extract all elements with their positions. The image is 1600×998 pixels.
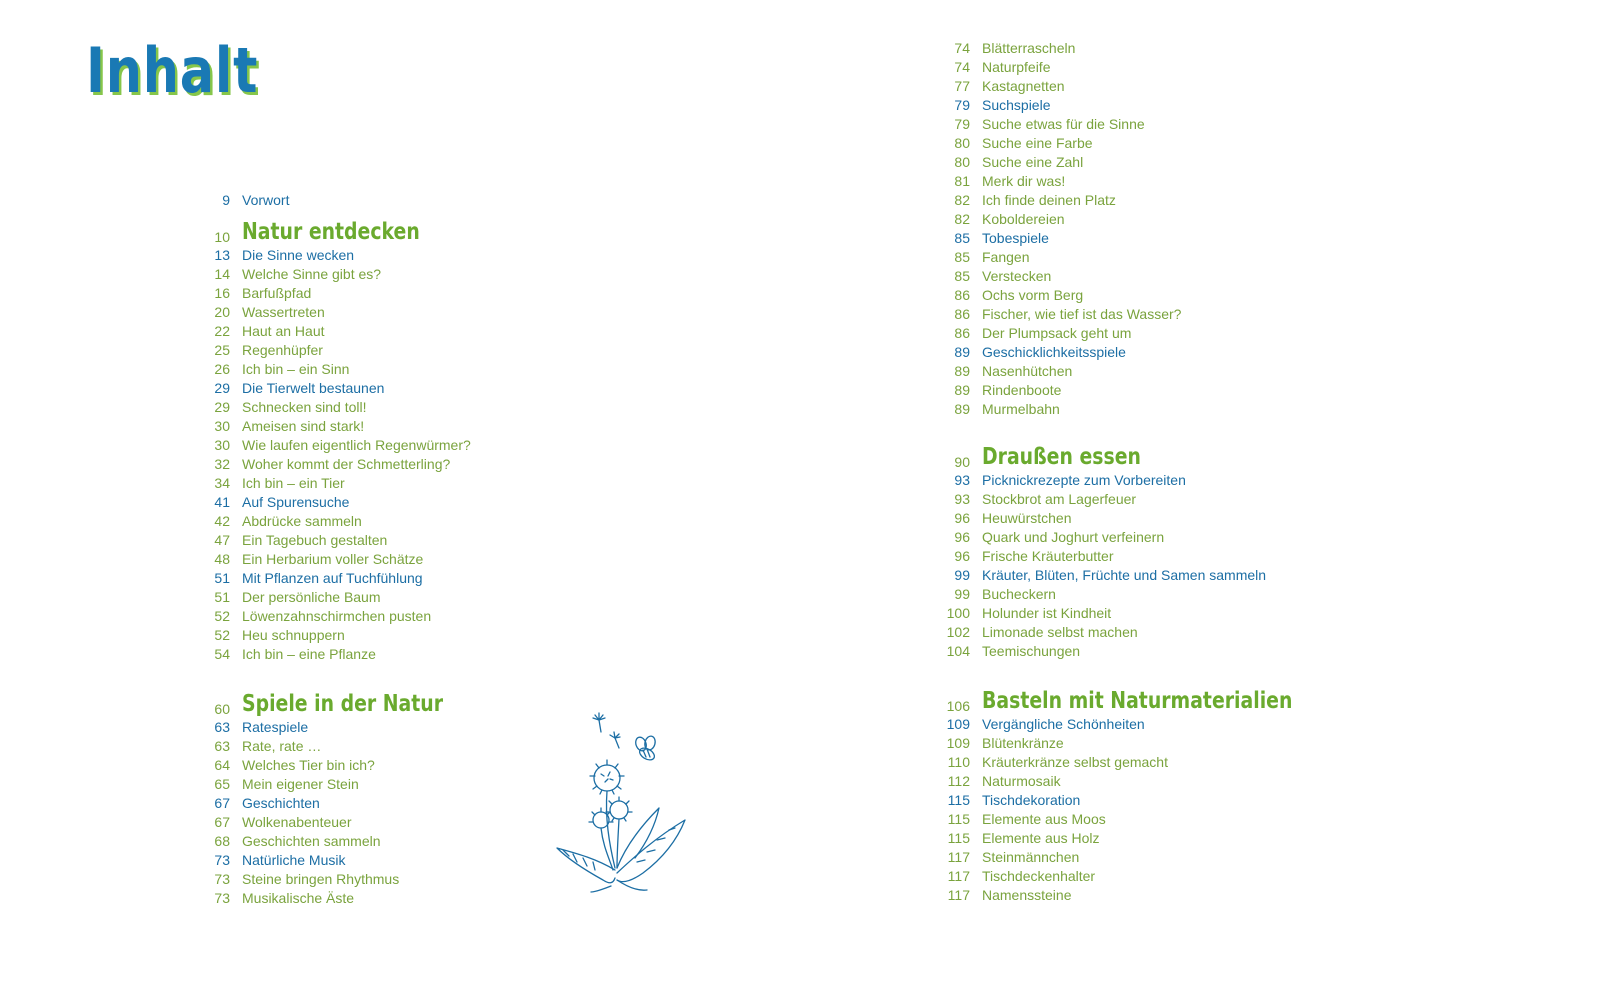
toc-entry-title: Abdrücke sammeln xyxy=(242,513,362,529)
toc-entry xyxy=(190,265,382,284)
toc-entry-title: Tobespiele xyxy=(982,230,1049,246)
toc-page-number: 86 xyxy=(954,325,970,341)
toc-entry xyxy=(930,509,1072,528)
toc-page-number: 109 xyxy=(946,716,970,732)
toc-entry xyxy=(930,623,1138,642)
toc-entry-title: Verstecken xyxy=(982,268,1052,284)
toc-entry-title: Natürliche Musik xyxy=(242,852,346,868)
toc-section-entry xyxy=(930,715,1145,734)
toc-page-number: 10 xyxy=(214,229,230,245)
toc-entry-title: Der persönliche Baum xyxy=(242,589,381,605)
toc-entry-title: Schnecken sind toll! xyxy=(242,399,367,415)
toc-entry xyxy=(930,324,1132,343)
toc-entry-title: Heuwürstchen xyxy=(982,510,1072,526)
toc-entry-title: Auf Spurensuche xyxy=(242,494,350,510)
toc-entry-title: Ameisen sind stark! xyxy=(242,418,365,434)
toc-entry xyxy=(930,172,1066,191)
toc-entry-title: Suche eine Farbe xyxy=(982,135,1093,151)
toc-page-number: 77 xyxy=(954,78,970,94)
toc-entry-title: Kastagnetten xyxy=(982,78,1065,94)
toc-page-number: 67 xyxy=(214,795,230,811)
toc-page-number: 42 xyxy=(214,513,230,529)
flower-head-icon xyxy=(590,760,624,794)
toc-page-number: 74 xyxy=(954,40,970,56)
toc-section-entry xyxy=(930,471,1186,490)
toc-entry-title: Fischer, wie tief ist das Wasser? xyxy=(982,306,1182,322)
toc-section-entry xyxy=(930,566,1267,585)
toc-entry-title: Wie laufen eigentlich Regenwürmer? xyxy=(242,437,471,453)
toc-entry-title: Merk dir was! xyxy=(982,173,1066,189)
toc-entry xyxy=(930,886,1072,905)
toc-page-number: 48 xyxy=(214,551,230,567)
toc-page-number: 29 xyxy=(214,380,230,396)
toc-section-entry xyxy=(190,718,309,737)
toc-entry-title: Rindenboote xyxy=(982,382,1062,398)
toc-entry-title: Naturmosaik xyxy=(982,773,1061,789)
toc-entry-title: Teemischungen xyxy=(982,643,1081,659)
toc-page-number: 115 xyxy=(947,811,970,827)
toc-page-number: 96 xyxy=(954,548,970,564)
toc-page-number: 99 xyxy=(954,586,970,602)
toc-entry-title: Quark und Joghurt verfeinern xyxy=(982,529,1165,545)
toc-entry-title: Die Sinne wecken xyxy=(242,247,355,263)
toc-page-number: 63 xyxy=(214,719,230,735)
toc-page-number: 99 xyxy=(954,567,970,583)
toc-page-number: 86 xyxy=(954,287,970,303)
toc-page-number: 14 xyxy=(214,266,230,282)
toc-entry-title: Elemente aus Moos xyxy=(982,811,1106,827)
toc-page-number: 73 xyxy=(214,871,230,887)
toc-entry xyxy=(930,490,1137,509)
toc-entry xyxy=(190,512,362,531)
toc-entry-title: Namenssteine xyxy=(982,887,1072,903)
toc-page-number: 89 xyxy=(954,382,970,398)
toc-entry-title: Geschichten xyxy=(242,795,320,811)
toc-entry xyxy=(190,813,352,832)
toc-entry xyxy=(930,286,1084,305)
toc-entry-title: Spiele in der Natur xyxy=(242,691,444,717)
toc-entry-title: Woher kommt der Schmetterling? xyxy=(242,456,451,472)
toc-entry xyxy=(190,531,388,550)
toc-page-number: 73 xyxy=(214,890,230,906)
toc-page-number: 32 xyxy=(214,456,230,472)
toc-entry-title: Bucheckern xyxy=(982,586,1056,602)
toc-entry xyxy=(930,528,1165,547)
toc-entry xyxy=(930,848,1080,867)
toc-entry-title: Wolkenabenteuer xyxy=(242,814,352,830)
toc-entry xyxy=(190,588,381,607)
toc-entry-title: Barfußpfad xyxy=(242,285,312,301)
toc-page-number: 100 xyxy=(946,605,970,621)
toc-entry xyxy=(190,775,359,794)
toc-entry-title: Haut an Haut xyxy=(242,323,325,339)
toc-entry-title: Stockbrot am Lagerfeuer xyxy=(982,491,1137,507)
toc-page-number: 82 xyxy=(954,211,970,227)
toc-entry-title: Suche eine Zahl xyxy=(982,154,1084,170)
toc-entry xyxy=(930,381,1062,400)
toc-entry-title: Regenhüpfer xyxy=(242,342,323,358)
toc-entry xyxy=(190,756,375,775)
toc-entry xyxy=(190,284,312,303)
toc-page-number: 85 xyxy=(954,268,970,284)
toc-entry xyxy=(190,303,325,322)
toc-entry-title: Suchspiele xyxy=(982,97,1051,113)
bee-icon xyxy=(634,735,657,762)
toc-page-number: 79 xyxy=(954,116,970,132)
toc-entry-title: Ein Tagebuch gestalten xyxy=(242,532,388,548)
toc-entry-title: Ich bin – ein Tier xyxy=(242,475,345,491)
toc-entry xyxy=(190,436,471,455)
toc-page-number: 51 xyxy=(214,570,230,586)
toc-page-number: 102 xyxy=(946,624,970,640)
toc-entry xyxy=(190,455,451,474)
toc-entry xyxy=(190,474,345,493)
toc-entry xyxy=(930,400,1060,419)
toc-entry xyxy=(190,889,355,908)
toc-page-number: 81 xyxy=(954,173,970,189)
toc-entry-title: Blütenkränze xyxy=(982,735,1064,751)
toc-page-number: 106 xyxy=(946,698,970,714)
toc-page-number: 30 xyxy=(214,437,230,453)
toc-page-number: 112 xyxy=(947,773,970,789)
toc-page-number: 51 xyxy=(214,589,230,605)
toc-page-number: 65 xyxy=(214,776,230,792)
toc-entry-title: Picknickrezepte zum Vorbereiten xyxy=(982,472,1186,488)
toc-page-number: 22 xyxy=(214,323,230,339)
toc-entry-title: Ratespiele xyxy=(242,719,309,735)
toc-page-number: 20 xyxy=(214,304,230,320)
toc-section-entry xyxy=(930,229,1049,248)
toc-page-number: 89 xyxy=(954,401,970,417)
toc-page-number: 47 xyxy=(214,532,230,548)
toc-entry-title: Geschichten sammeln xyxy=(242,833,381,849)
toc-entry-title: Natur entdecken xyxy=(242,219,420,245)
toc-section-entry xyxy=(190,191,290,210)
toc-page-number: 29 xyxy=(214,399,230,415)
toc-entry-title: Koboldereien xyxy=(982,211,1065,227)
toc-entry xyxy=(190,737,322,756)
toc-entry xyxy=(190,626,345,645)
toc-page-number: 26 xyxy=(214,361,230,377)
toc-page-number: 16 xyxy=(214,285,230,301)
toc-entry-title: Fangen xyxy=(982,249,1030,265)
toc-entry-title: Limonade selbst machen xyxy=(982,624,1138,640)
toc-page-number: 115 xyxy=(947,830,970,846)
toc-page-number: 41 xyxy=(214,494,230,510)
toc-entry-title: Rate, rate … xyxy=(242,738,322,754)
toc-page-number: 63 xyxy=(214,738,230,754)
toc-entry xyxy=(190,645,376,664)
toc-entry xyxy=(930,604,1112,623)
toc-page-number: 80 xyxy=(954,154,970,170)
toc-entry-title: Welche Sinne gibt es? xyxy=(242,266,382,282)
toc-section-entry xyxy=(190,379,385,398)
toc-entry-title: Musikalische Äste xyxy=(242,890,355,906)
dandelion-illustration xyxy=(555,708,695,898)
toc-entry-title: Tischdekoration xyxy=(982,792,1081,808)
toc-entry xyxy=(930,772,1061,791)
toc-entry-title: Die Tierwelt bestaunen xyxy=(242,380,385,396)
toc-entry xyxy=(190,341,323,360)
toc-page-number: 89 xyxy=(954,363,970,379)
toc-page-number: 52 xyxy=(214,627,230,643)
toc-page-number: 73 xyxy=(214,852,230,868)
toc-page-number: 90 xyxy=(954,454,970,470)
flower-head-icon xyxy=(606,797,632,821)
toc-entry xyxy=(930,642,1081,661)
toc-entry-title: Wassertreten xyxy=(242,304,325,320)
toc-page-number: 96 xyxy=(954,529,970,545)
toc-entry-title: Welches Tier bin ich? xyxy=(242,757,375,773)
toc-entry-title: Kräuterkränze selbst gemacht xyxy=(982,754,1168,770)
toc-section-entry xyxy=(190,493,350,512)
toc-page-number: 54 xyxy=(214,646,230,662)
toc-entry xyxy=(930,58,1051,77)
toc-page-number: 85 xyxy=(954,249,970,265)
toc-page-number: 110 xyxy=(947,754,970,770)
toc-page-number: 80 xyxy=(954,135,970,151)
toc-page-number: 9 xyxy=(222,192,230,208)
toc-page-number: 89 xyxy=(954,344,970,360)
toc-page-number: 68 xyxy=(214,833,230,849)
toc-page-number: 109 xyxy=(946,735,970,751)
toc-entry-title: Holunder ist Kindheit xyxy=(982,605,1112,621)
toc-entry-title: Mit Pflanzen auf Tuchfühlung xyxy=(242,570,423,586)
toc-page-number: 64 xyxy=(214,757,230,773)
toc-entry-title: Ich finde deinen Platz xyxy=(982,192,1116,208)
toc-entry-title: Frische Kräuterbutter xyxy=(982,548,1114,564)
toc-page-number: 85 xyxy=(954,230,970,246)
page-title: Inhalt xyxy=(86,34,259,107)
toc-entry xyxy=(930,547,1114,566)
toc-entry xyxy=(930,585,1056,604)
toc-entry-title: Naturpfeife xyxy=(982,59,1051,75)
toc-page-number: 30 xyxy=(214,418,230,434)
toc-entry-title: Ich bin – ein Sinn xyxy=(242,361,350,377)
toc-entry-title: Draußen essen xyxy=(982,444,1141,470)
toc-entry xyxy=(930,248,1030,267)
toc-entry xyxy=(190,398,367,417)
toc-section-entry xyxy=(190,794,320,813)
toc-entry xyxy=(930,191,1116,210)
toc-entry xyxy=(930,267,1052,286)
toc-entry-title: Ochs vorm Berg xyxy=(982,287,1084,303)
toc-entry xyxy=(930,115,1145,134)
toc-page-number: 79 xyxy=(954,97,970,113)
toc-entry-title: Vorwort xyxy=(242,192,290,208)
toc-entry xyxy=(930,753,1168,772)
toc-entry-title: Mein eigener Stein xyxy=(242,776,359,792)
toc-entry-title: Suche etwas für die Sinne xyxy=(982,116,1145,132)
toc-page-number: 52 xyxy=(214,608,230,624)
seed-icon xyxy=(610,732,620,748)
toc-page-number: 86 xyxy=(954,306,970,322)
toc-entry xyxy=(190,417,365,436)
toc-entry xyxy=(930,734,1064,753)
toc-page-number: 104 xyxy=(946,643,970,659)
flower-head-icon xyxy=(589,808,613,828)
toc-page-number: 82 xyxy=(954,192,970,208)
toc-section-entry xyxy=(190,569,423,588)
toc-page-number: 25 xyxy=(214,342,230,358)
toc-entry xyxy=(190,322,325,341)
toc-page-number: 67 xyxy=(214,814,230,830)
toc-entry-title: Ich bin – eine Pflanze xyxy=(242,646,376,662)
toc-entry xyxy=(190,832,381,851)
toc-entry-title: Löwenzahnschirmchen pusten xyxy=(242,608,432,624)
toc-page-number: 93 xyxy=(954,472,970,488)
toc-page-number: 96 xyxy=(954,510,970,526)
toc-entry-title: Steine bringen Rhythmus xyxy=(242,871,400,887)
toc-page-number: 34 xyxy=(214,475,230,491)
toc-entry-title: Heu schnuppern xyxy=(242,627,345,643)
toc-entry-title: Der Plumpsack geht um xyxy=(982,325,1132,341)
toc-entry xyxy=(930,39,1076,58)
toc-entry-title: Tischdeckenhalter xyxy=(982,868,1096,884)
toc-entry-title: Steinmännchen xyxy=(982,849,1080,865)
seed-icon xyxy=(593,713,605,732)
toc-page-number: 93 xyxy=(954,491,970,507)
toc-page-number: 60 xyxy=(214,701,230,717)
toc-page-number: 117 xyxy=(947,868,970,884)
toc-entry xyxy=(930,362,1073,381)
toc-page-number: 74 xyxy=(954,59,970,75)
toc-entry-title: Geschicklichkeitsspiele xyxy=(982,344,1126,360)
toc-section-entry xyxy=(930,96,1051,115)
toc-section-entry xyxy=(190,851,346,870)
toc-entry xyxy=(930,134,1093,153)
toc-section-entry xyxy=(930,343,1126,362)
toc-entry-title: Ein Herbarium voller Schätze xyxy=(242,551,424,567)
toc-entry-title: Murmelbahn xyxy=(982,401,1060,417)
toc-entry-title: Elemente aus Holz xyxy=(982,830,1100,846)
toc-section-entry xyxy=(190,246,355,265)
toc-page-number: 117 xyxy=(947,849,970,865)
toc-entry xyxy=(930,810,1106,829)
toc-section-entry xyxy=(930,791,1081,810)
toc-entry-title: Vergängliche Schönheiten xyxy=(982,716,1145,732)
toc-entry-title: Blätterrascheln xyxy=(982,40,1076,56)
toc-entry-title: Basteln mit Naturmaterialien xyxy=(982,688,1293,714)
toc-entry xyxy=(930,829,1100,848)
toc-entry-title: Kräuter, Blüten, Früchte und Samen sammeln xyxy=(982,567,1267,583)
toc-page-number: 115 xyxy=(947,792,970,808)
toc-entry xyxy=(930,867,1096,886)
toc-entry xyxy=(930,210,1065,229)
toc-entry-title: Nasenhütchen xyxy=(982,363,1073,379)
toc-entry xyxy=(190,360,350,379)
toc-entry xyxy=(930,77,1065,96)
toc-entry xyxy=(190,607,432,626)
toc-page-number: 13 xyxy=(214,247,230,263)
toc-entry xyxy=(930,305,1182,324)
toc-entry xyxy=(190,550,424,569)
toc-page-number: 117 xyxy=(947,887,970,903)
toc-entry xyxy=(930,153,1084,172)
toc-entry xyxy=(190,870,400,889)
